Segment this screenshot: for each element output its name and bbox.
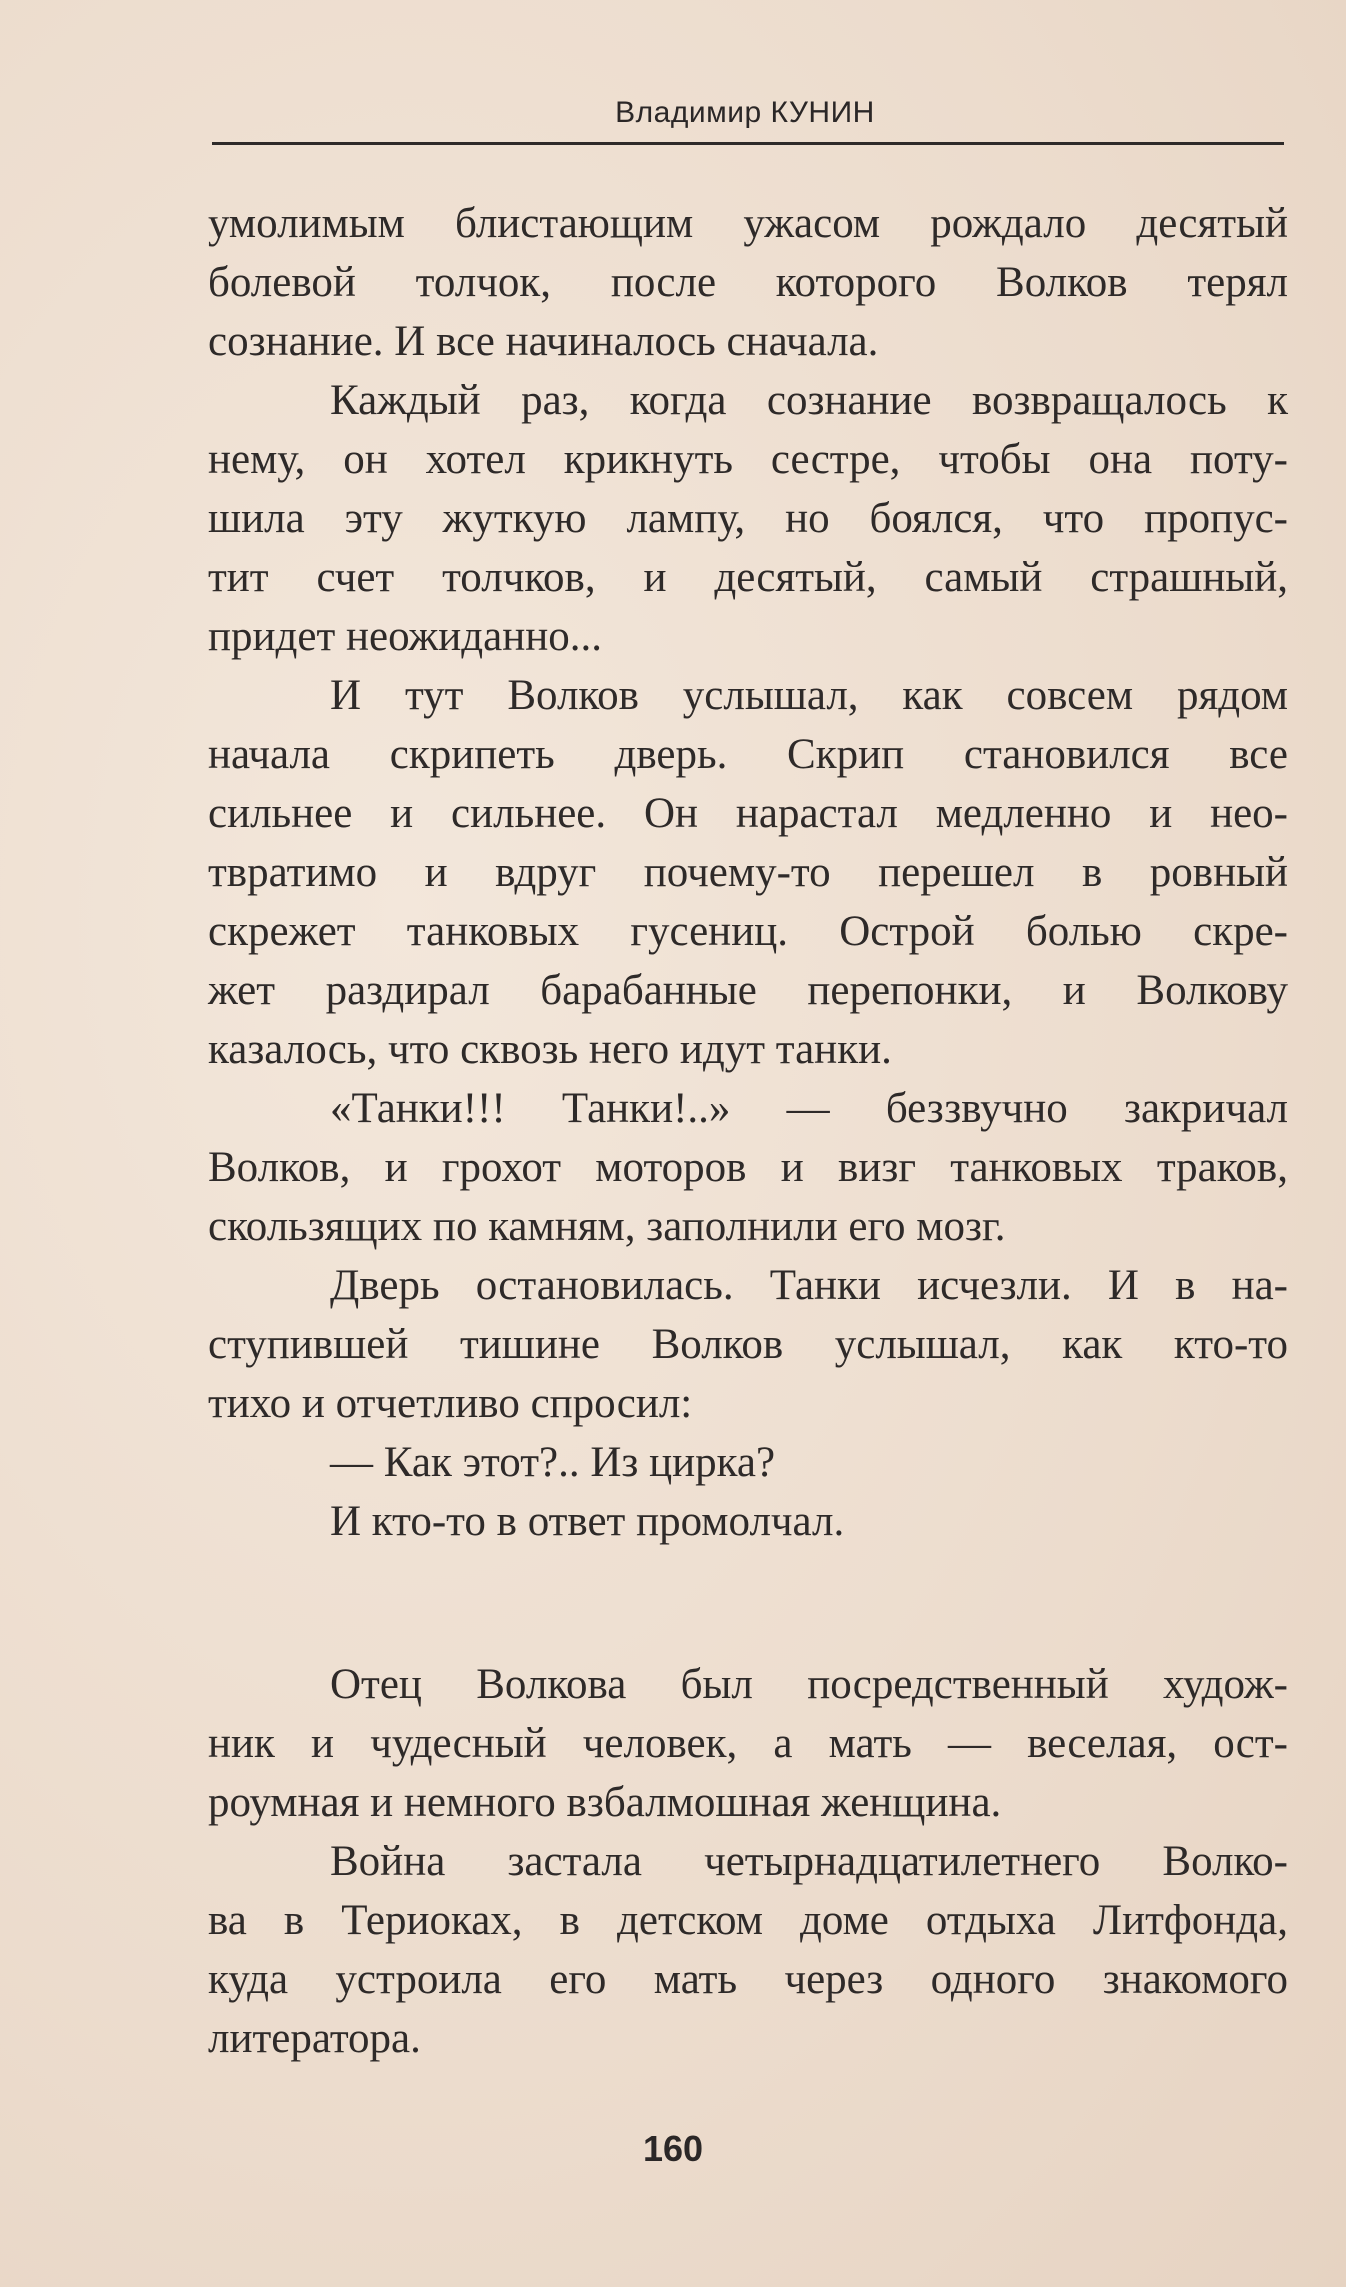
text-line: ник и чудесный человек, а мать — веселая, ост-: [208, 1720, 1288, 1767]
text-line: Война застала четырнадцатилетнего Волко-: [330, 1838, 1288, 1885]
text-line: Волков, и грохот моторов и визг танковых траков,: [208, 1144, 1288, 1191]
text-line: жет раздирал барабанные перепонки, и Волкову: [208, 967, 1288, 1014]
page-number: 160: [642, 2128, 704, 2169]
text-line: куда устроила его мать через одного знакомого: [208, 1956, 1288, 2003]
text-line: болевой толчок, после которого Волков терял: [208, 259, 1288, 306]
text-line: ва в Териоках, в детском доме отдыха Литфонда,: [208, 1897, 1288, 1944]
text-line: тит счет толчков, и десятый, самый страшный,: [208, 554, 1288, 601]
body-text-section-2: [208, 1655, 1288, 2068]
text-line: Отец Волкова был посредственный худож-: [330, 1661, 1288, 1708]
text-line: сознание. И все начиналось сначала.: [208, 318, 879, 365]
text-line: начала скрипеть дверь. Скрип становился все: [208, 731, 1288, 778]
text-line: Каждый раз, когда сознание возвращалось к: [330, 377, 1288, 424]
text-line: скользящих по камням, заполнили его мозг.: [208, 1203, 1006, 1250]
text-line: И тут Волков услышал, как совсем рядом: [330, 672, 1288, 719]
text-line: литератора.: [208, 2015, 421, 2062]
text-line: роумная и немного взбалмошная женщина.: [208, 1779, 1002, 1826]
text-line: «Танки!!! Танки!..» — беззвучно закричал: [330, 1085, 1288, 1132]
text-line: умолимым блистающим ужасом рождало десятый: [208, 200, 1288, 247]
text-line: Дверь остановилась. Танки исчезли. И в на-: [330, 1262, 1288, 1309]
text-line: сильнее и сильнее. Он нарастал медленно и нео-: [208, 790, 1288, 837]
text-line: твратимо и вдруг почему-то перешел в ровный: [208, 849, 1288, 896]
text-line: ступившей тишине Волков услышал, как кто-то: [208, 1321, 1288, 1368]
header-rule: [212, 142, 1284, 145]
text-line: тихо и отчетливо спросил:: [208, 1380, 693, 1427]
text-line: казалось, что сквозь него идут танки.: [208, 1026, 892, 1073]
text-line: И кто-то в ответ промолчал.: [330, 1498, 845, 1545]
text-line: — Как этот?.. Из цирка?: [330, 1439, 776, 1486]
text-line: скрежет танковых гусениц. Острой болью скре-: [208, 908, 1288, 955]
body-text-section-1: [208, 194, 1288, 1551]
text-line: шила эту жуткую лампу, но боялся, что пропус-: [208, 495, 1288, 542]
text-line: нему, он хотел крикнуть сестре, чтобы она поту-: [208, 436, 1288, 483]
text-line: придет неожиданно...: [208, 613, 603, 660]
running-head: Владимир КУНИН: [615, 96, 875, 129]
